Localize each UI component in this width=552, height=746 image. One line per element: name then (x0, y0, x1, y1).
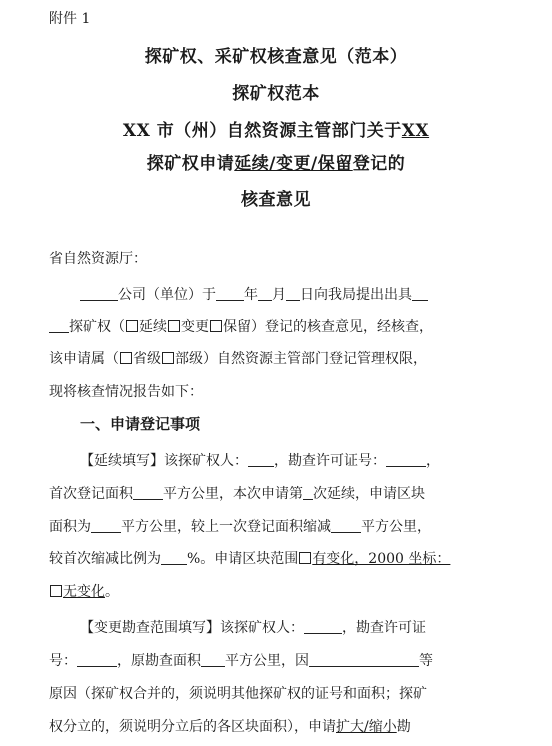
blank-renewal-count (303, 485, 313, 500)
intro-text: 该申请属（ (49, 351, 119, 367)
checkbox-unchanged[interactable] (50, 585, 62, 597)
change-text: 平方公里，因 (225, 653, 309, 669)
intro-line-4: 现将核查情况报告如下： (49, 384, 203, 400)
option-retain: 保留） (223, 319, 265, 335)
title-apply: 探矿权申请 (146, 154, 235, 174)
blank-license (386, 452, 426, 467)
title-authority: XX 市（州）自然资源主管部门关于 (122, 121, 402, 141)
change-text: 勘 (396, 719, 411, 735)
checkbox-renewal[interactable] (126, 320, 138, 332)
blank-license-2 (77, 652, 117, 667)
blank-permit (49, 318, 69, 333)
intro-line-3 (49, 348, 427, 368)
renewal-text: ， (426, 453, 440, 469)
change-line-4 (49, 716, 411, 736)
title-xx: XX (401, 121, 430, 141)
salutation: 省自然资源厅： (49, 251, 147, 267)
blank-month (258, 286, 272, 301)
blank-holder (248, 452, 274, 467)
checkbox-changed[interactable] (299, 552, 311, 564)
renewal-label: 【延续填写】该探矿权人： (80, 453, 248, 469)
blank-orig-area (201, 652, 225, 667)
option-changed: 有变化，2000 坐标： (312, 551, 451, 567)
intro-text: 日向我局提出出具 (300, 287, 412, 303)
intro-text: 公司（单位）于 (118, 287, 216, 303)
option-provincial: 省级 (133, 351, 161, 367)
intro-text: 月 (272, 287, 286, 303)
option-renewal: 延续 (139, 319, 167, 335)
option-expand-shrink: 扩大/缩小 (336, 719, 397, 735)
change-line-2 (49, 650, 433, 670)
checkbox-provincial[interactable] (120, 352, 132, 364)
renewal-text: 。 (105, 584, 119, 600)
renewal-line-1 (80, 450, 440, 470)
intro-text: 登记的核查意见，经核查， (265, 319, 433, 335)
checkbox-retain[interactable] (210, 320, 222, 332)
main-title: 探矿权、采矿权核查意见（范本） (144, 47, 408, 67)
renewal-text: 面积为 (49, 519, 91, 535)
blank-year (216, 286, 244, 301)
title-line-3 (0, 116, 552, 141)
renewal-text: %。申请区块范围 (187, 551, 299, 567)
option-unchanged: 无变化 (63, 584, 105, 600)
renewal-line-5 (49, 581, 119, 601)
intro-line-1 (80, 284, 428, 304)
blank-day (286, 286, 300, 301)
renewal-line-4 (49, 548, 450, 568)
title-line-4 (0, 149, 552, 174)
change-text: ，勘查许可证 (342, 620, 426, 636)
renewal-text: 较首次缩减比例为 (49, 551, 161, 567)
renewal-text: 平方公里，本次申请第 (163, 486, 303, 502)
change-line-3: 原因（探矿权合并的，须说明其他探矿权的证号和面积；探矿 (49, 686, 427, 702)
title-options: 延续/变更/保留 (234, 154, 353, 174)
renewal-line-3 (49, 516, 431, 536)
change-text: 等 (419, 653, 433, 669)
section-heading: 一、申请登记事项 (80, 415, 201, 433)
intro-text: 部级）自然资源主管部门登记管理权限， (175, 351, 427, 367)
renewal-text: 首次登记面积 (49, 486, 133, 502)
change-line-1 (80, 617, 426, 637)
title-register: 登记的 (352, 154, 406, 174)
renewal-text: ，勘查许可证号： (274, 453, 386, 469)
blank-reason (309, 652, 419, 667)
renewal-line-2 (49, 483, 425, 503)
checkbox-ministry[interactable] (162, 352, 174, 364)
attachment-label: 附件 1 (49, 11, 91, 27)
blank-company (80, 286, 118, 301)
change-text: 权分立的，须说明分立后的各区块面积），申请 (49, 719, 336, 735)
blank-issue (412, 286, 428, 301)
blank-area (91, 518, 121, 533)
blank-reduction (331, 518, 361, 533)
change-label: 【变更勘查范围填写】该探矿权人： (80, 620, 304, 636)
intro-text: 年 (244, 287, 258, 303)
change-text: 号： (49, 653, 77, 669)
blank-holder-2 (304, 619, 342, 634)
intro-line-2 (49, 316, 433, 336)
title-opinion: 核查意见 (241, 190, 311, 210)
blank-initial-area (133, 485, 163, 500)
renewal-text: 平方公里，较上一次登记面积缩减 (121, 519, 331, 535)
renewal-text: 平方公里， (361, 519, 431, 535)
subtitle: 探矿权范本 (232, 84, 320, 104)
renewal-text: 次延续，申请区块 (313, 486, 425, 502)
blank-ratio (161, 550, 187, 565)
checkbox-change[interactable] (168, 320, 180, 332)
intro-text: 探矿权（ (69, 319, 125, 335)
change-text: ，原勘查面积 (117, 653, 201, 669)
option-change: 变更 (181, 319, 209, 335)
